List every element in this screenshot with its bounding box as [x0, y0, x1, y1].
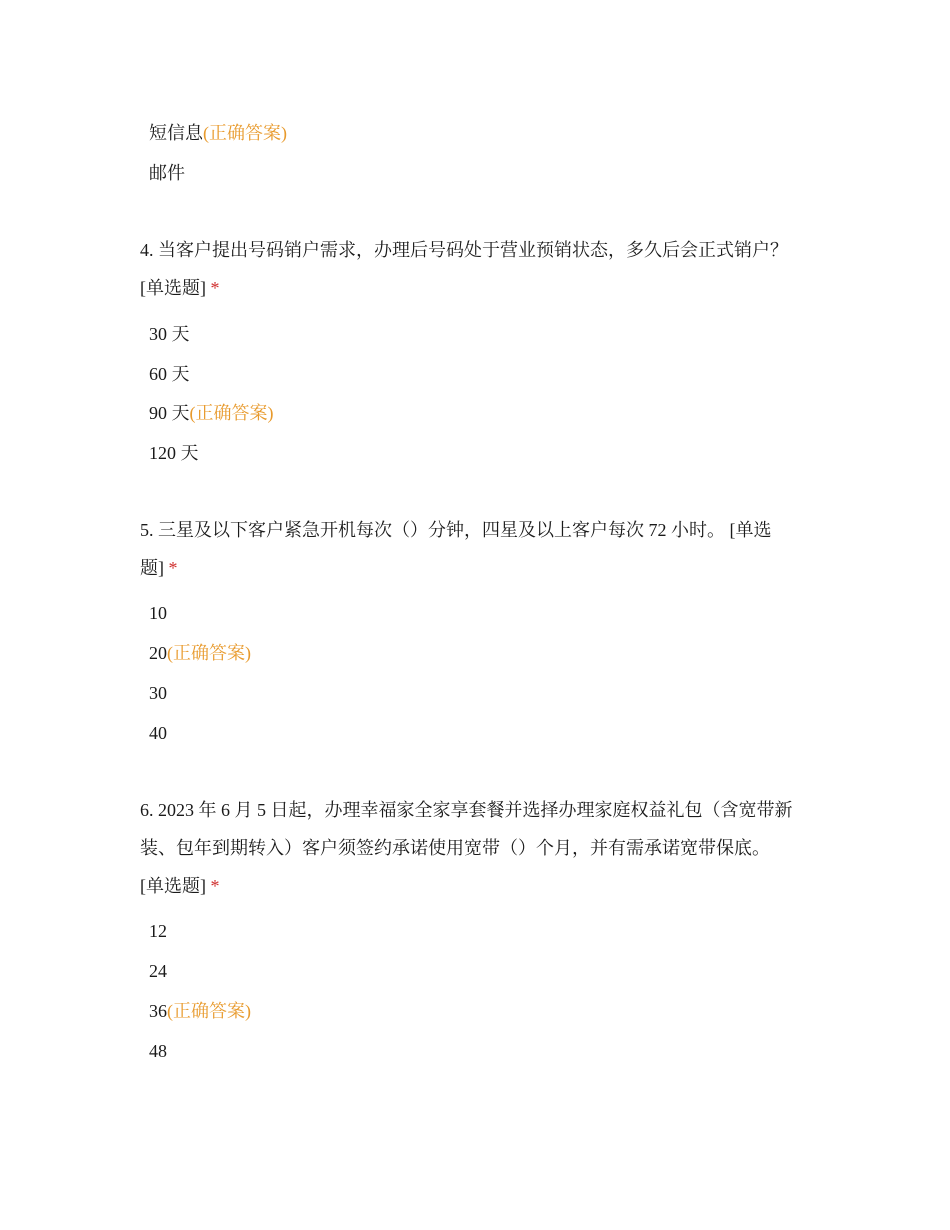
option-text: 48 [149, 1041, 167, 1061]
q6-title-line3 [140, 873, 220, 899]
q4-title-line1: 4. 当客户提出号码销户需求，办理后号码处于营业预销状态，多久后会正式销户？ [140, 240, 788, 260]
q5-option-1 [149, 601, 167, 625]
option-text: 40 [149, 723, 167, 743]
question-type: [单选题] [140, 876, 206, 896]
q5-option-4 [149, 721, 167, 745]
question-type: 题] [140, 558, 164, 578]
option-text: 12 [149, 921, 167, 941]
option-text: 邮件 [149, 163, 185, 183]
option-text: 36 [149, 1001, 167, 1021]
q5-option-2 [149, 641, 251, 665]
option-text: 30 [149, 683, 167, 703]
option-text: 30 天 [149, 324, 190, 344]
correct-answer-tag: (正确答案) [203, 123, 287, 143]
option-text: 24 [149, 961, 167, 981]
question-type: [单选题] [140, 278, 206, 298]
q5-title-line2 [140, 555, 178, 581]
q4-option-1 [149, 322, 190, 346]
correct-answer-tag: (正确答案) [189, 403, 274, 423]
q6-option-2 [149, 959, 167, 983]
q4-option-4 [149, 441, 199, 465]
q6-option-4 [149, 1039, 167, 1063]
option-text: 10 [149, 603, 167, 623]
q6-option-1 [149, 919, 167, 943]
option-text: 60 天 [149, 364, 190, 384]
q6-title-line2: 装、包年到期转入）客户须签约承诺使用宽带（）个月，并有需承诺宽带保底。 [140, 838, 770, 858]
option-text: 90 天 [149, 403, 190, 423]
correct-answer-tag: (正确答案) [167, 1001, 251, 1021]
correct-answer-tag: (正确答案) [167, 643, 251, 663]
option-text: 120 天 [149, 443, 199, 463]
required-mark: * [210, 278, 220, 298]
required-mark: * [210, 876, 220, 896]
required-mark: * [168, 558, 178, 578]
q4-option-3 [149, 401, 274, 425]
q5-option-3 [149, 681, 167, 705]
option-text: 20 [149, 643, 167, 663]
q6-option-3 [149, 999, 251, 1023]
q6-title-line1: 6. 2023 年 6 月 5 日起，办理幸福家全家享套餐并选择办理家庭权益礼包（含宽带新 [140, 800, 793, 820]
q4-option-2 [149, 362, 190, 386]
option-text: 短信息 [149, 123, 203, 143]
q3-option-1 [149, 121, 287, 145]
q3-option-2 [149, 161, 185, 185]
q5-title-line1: 5. 三星及以下客户紧急开机每次（）分钟，四星及以上客户每次 72 小时。 [单选 [140, 520, 772, 540]
q4-title-line2 [140, 275, 220, 301]
